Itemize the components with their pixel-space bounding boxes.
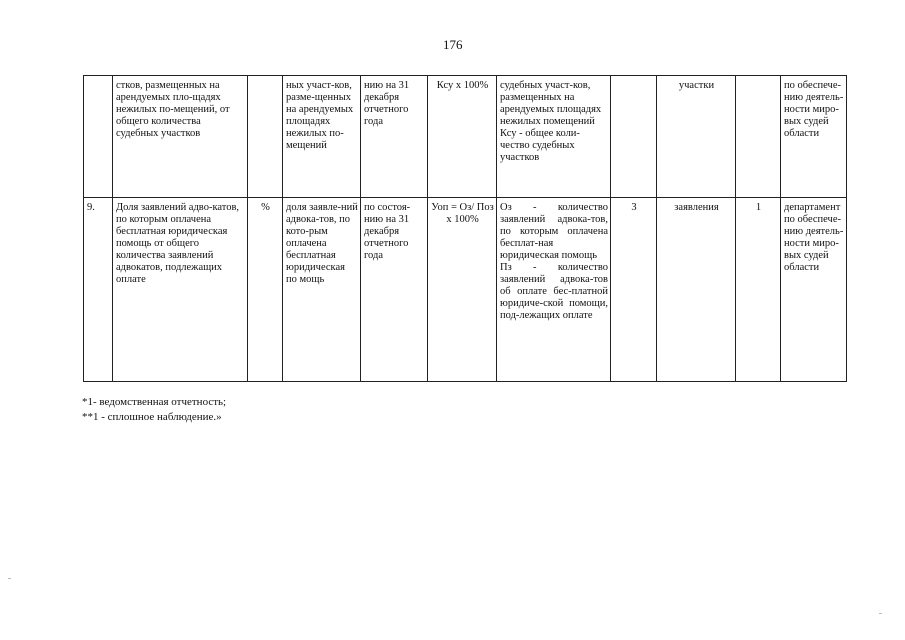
table-cell — [736, 76, 781, 198]
table-cell: % — [248, 198, 283, 382]
table-cell: нию на 31 декабря отчетного года — [361, 76, 428, 198]
scan-mark — [879, 613, 882, 614]
table-cell — [84, 76, 113, 198]
table-cell: Доля заявлений адво-катов, по которым оплачена бесплатная юридическая помощь от общего количества заявлений адвокатов, подлежащих оплате — [113, 198, 248, 382]
table-cell: стков, размещенных на арендуемых пло-щадях нежилых по-мещений, от общего количества судебных участков — [113, 76, 248, 198]
table-cell: доля заявле-ний адвока-тов, по кото-рым оплачена бесплатная юридическая по мощь — [283, 198, 361, 382]
page-number: 176 — [443, 37, 463, 52]
table-cell: ных участ-ков, разме-щенных на арендуемых площадях нежилых по-мещений — [283, 76, 361, 198]
table-cell: Уоп = Оз/ Поз х 100% — [428, 198, 497, 382]
table-cell: участки — [657, 76, 736, 198]
table-cell — [248, 76, 283, 198]
table-cell: судебных участ-ков, размещенных на арендуемых площадях нежилых помещений Ксу - общее коли-чество судебных участков — [497, 76, 611, 198]
table-cell: департамент по обеспече-нию деятель-ности миро-вых судей области — [781, 198, 847, 382]
indicator-table — [83, 75, 847, 382]
table-cell — [611, 76, 657, 198]
table-cell: 3 — [611, 198, 657, 382]
table-cell: 9. — [84, 198, 113, 382]
footnote: **1 - сплошное наблюдение.» — [82, 411, 222, 423]
table-cell: по состоя-нию на 31 декабря отчетного года — [361, 198, 428, 382]
footnote: *1- ведомственная отчетность; — [82, 396, 227, 408]
table-cell: Ксу х 100% — [428, 76, 497, 198]
table-cell: 1 — [736, 198, 781, 382]
table-row — [84, 198, 847, 382]
table-cell: по обеспече-нию деятель-ности миро-вых судей области — [781, 76, 847, 198]
footnotes — [82, 395, 226, 425]
table-cell: Оз - количество заявлений адвока-тов, по которым оплачена бесплат-ная юридическая помощь Пз - количество заявлений адвока-тов об оплате бес-платной юридиче-ской помощи, под-лежащих оплате — [497, 198, 611, 382]
scan-mark — [8, 578, 11, 579]
table-cell: заявления — [657, 198, 736, 382]
table-row — [84, 76, 847, 198]
